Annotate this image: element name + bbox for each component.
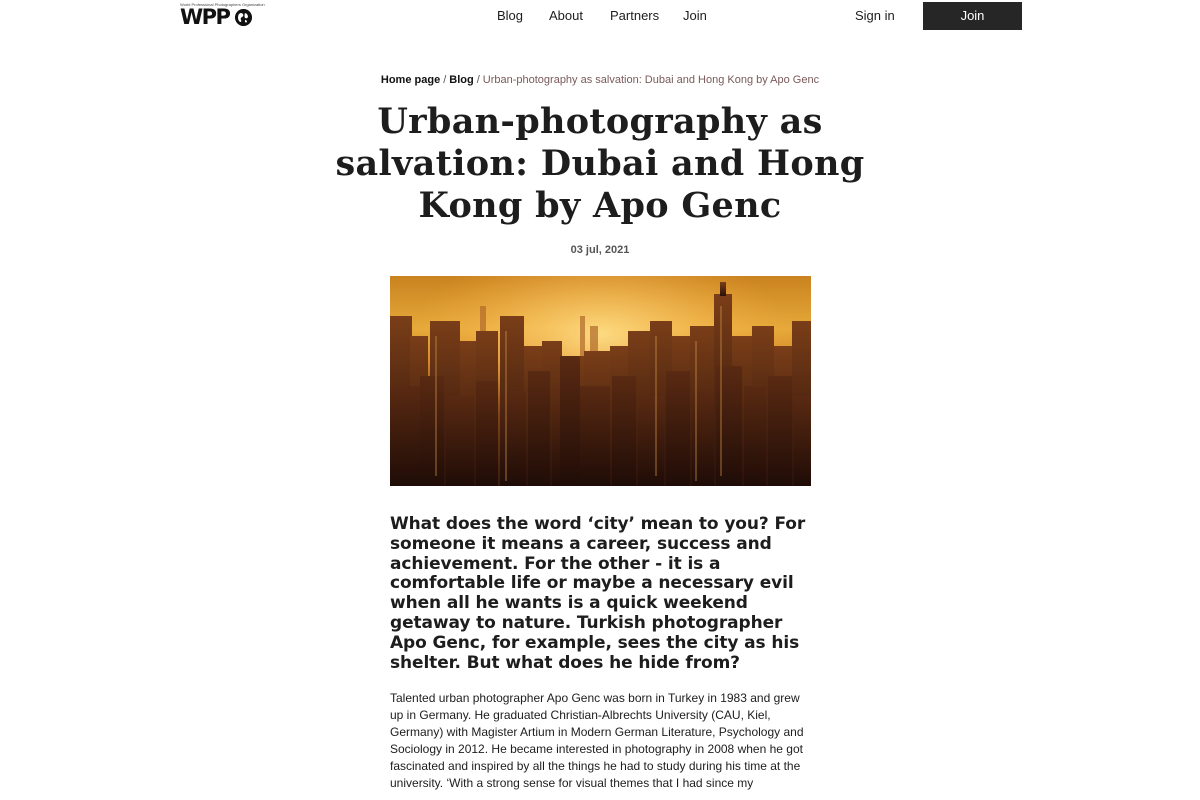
article-body: Talented urban photographer Apo Genc was born in Turkey in 1983 and grew up in Germany. He graduated Christian-Albrechts University (CAU, Kiel, Germany) with Magister Artium in Modern German Literature, Psychology and Sociology in 2012. He became interested in photography in 2008 when he got fascinated and inspired by all the things he had to study during his time at the university. ‘With a strong sense for visual themes that I had since my <box>390 691 804 790</box>
breadcrumb-current: Urban-photography as salvation: Dubai and Hong Kong by Apo Genc <box>482 74 820 86</box>
globe-icon <box>235 9 252 26</box>
breadcrumb-blog[interactable]: Blog <box>449 74 474 86</box>
logo-tagline: World Professional Photographers Organization <box>180 2 265 7</box>
article-date: 03 jul, 2021 <box>570 244 630 256</box>
nav-partners[interactable]: Partners <box>610 8 660 23</box>
breadcrumb-home[interactable]: Home page <box>380 74 441 86</box>
logo-wordmark: WPP <box>180 5 230 29</box>
join-button[interactable]: Join <box>923 2 1022 30</box>
article-title: Urban-photography as salvation: Dubai and Hong Kong by Apo Genc <box>335 101 865 226</box>
breadcrumb-separator: / <box>476 74 480 86</box>
breadcrumb-separator: / <box>443 74 447 86</box>
article-lead: What does the word ‘city’ mean to you? For someone it means a career, success and achievement. For the other - it is a comfortable life or maybe a necessary evil when all he wants is a quick weekend getaway to nature. Turkish photographer Apo Genc, for example, sees the city as his shelter. But what does he hide from? <box>390 514 806 673</box>
sign-in-link[interactable]: Sign in <box>855 8 895 23</box>
breadcrumb <box>0 73 1200 88</box>
nav-about[interactable]: About <box>549 8 583 23</box>
nav-join[interactable]: Join <box>683 8 707 23</box>
hero-image-city-skyline <box>390 276 811 486</box>
nav-blog[interactable]: Blog <box>497 8 524 23</box>
wppo-logo[interactable] <box>180 2 265 29</box>
site-header <box>0 0 1200 34</box>
